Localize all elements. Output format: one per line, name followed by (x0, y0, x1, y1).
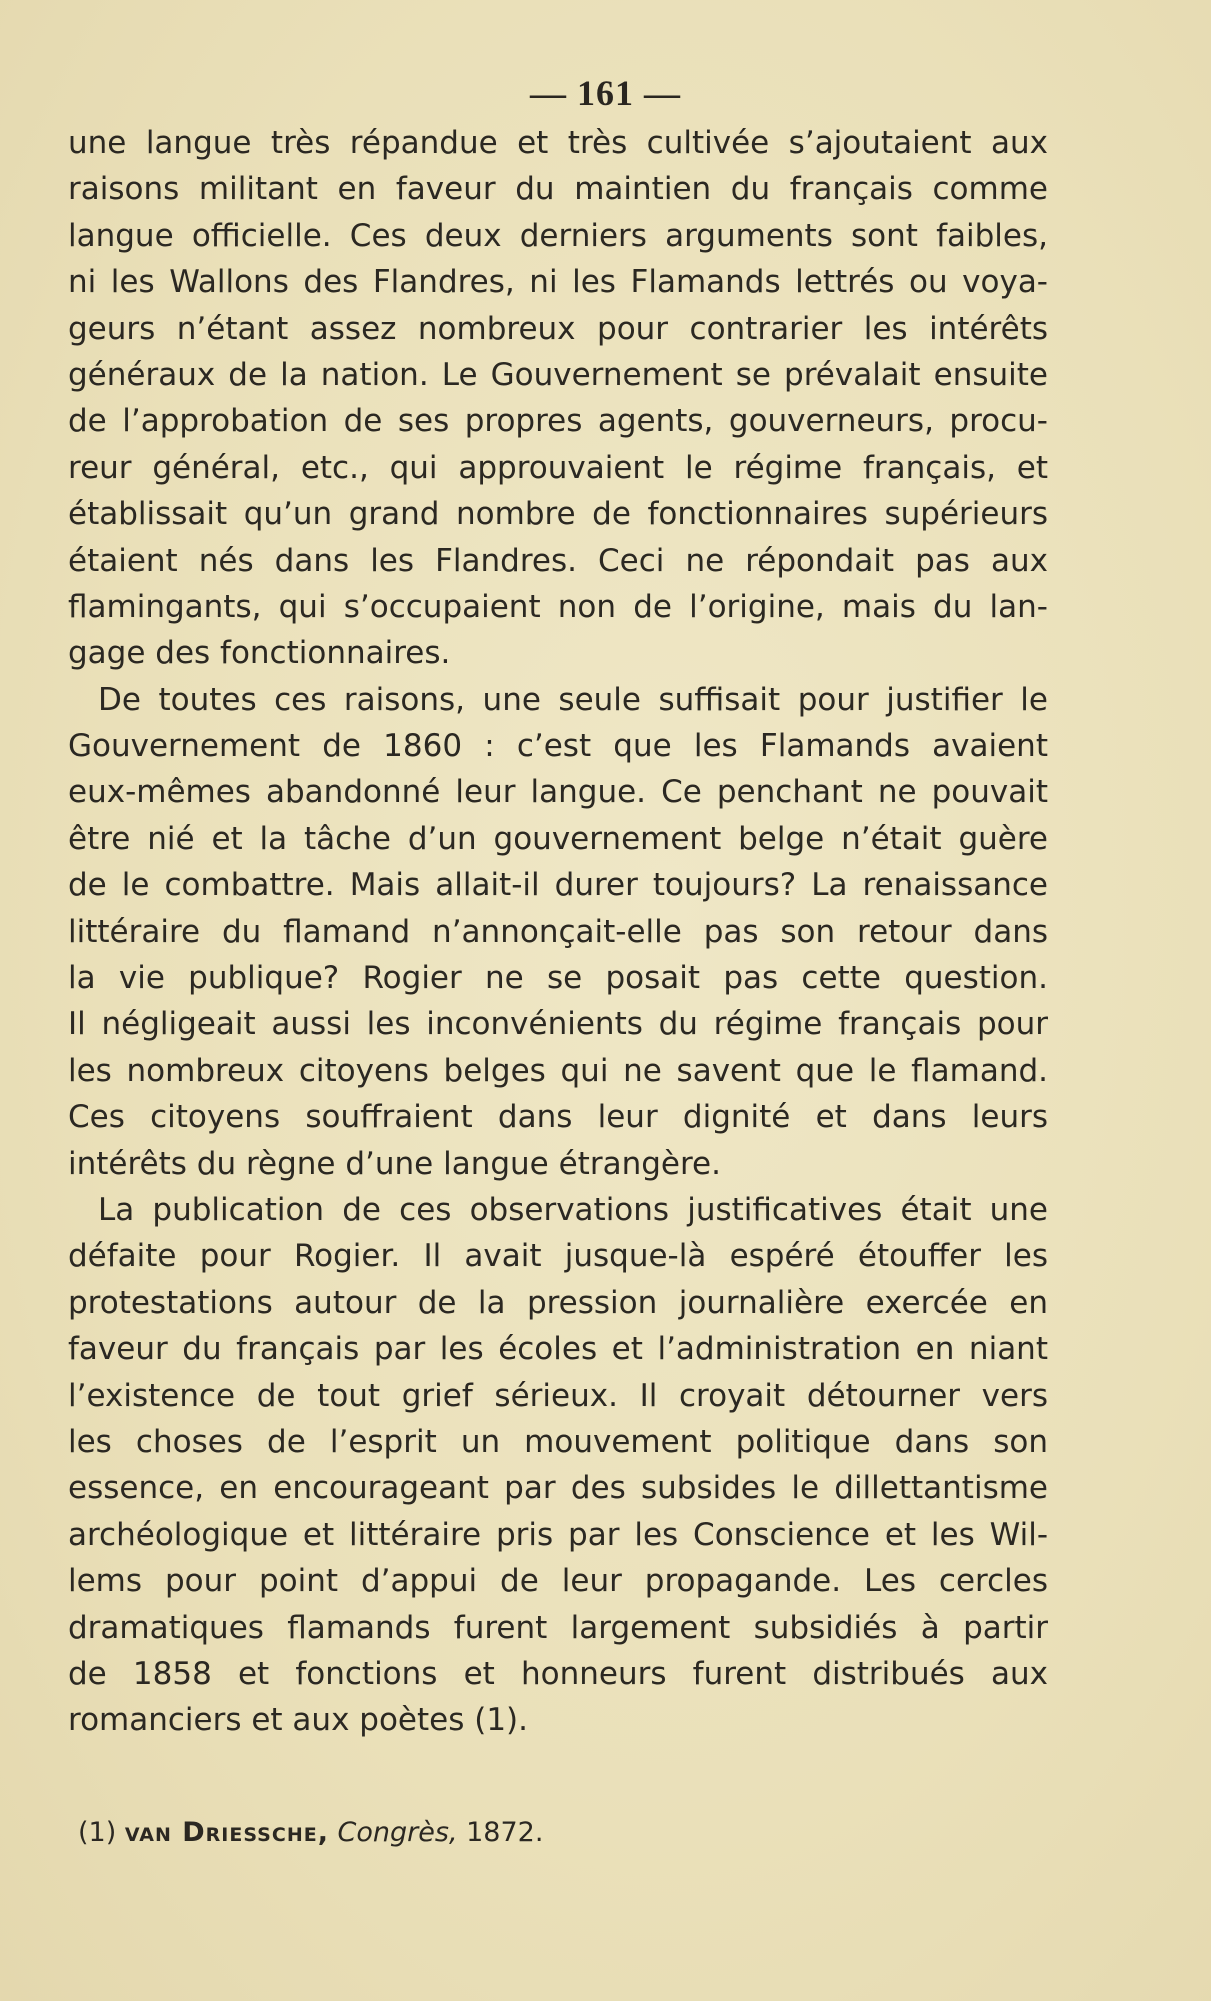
text-line: archéologique et littéraire pris par les Conscience et les Wil- (68, 1516, 1048, 1553)
text-line: De toutes ces raisons, une seule suffisait pour justifier le (98, 681, 1048, 718)
text-line: faveur du français par les écoles et l’administration en niant (68, 1331, 1048, 1368)
text-line: ni les Wallons des Flandres, ni les Flamands lettrés ou voya- (68, 264, 1048, 301)
text-line: flamingants, qui s’occupaient non de l’origine, mais du lan- (68, 588, 1048, 625)
text-line: être nié et la tâche d’un gouvernement belge n’était guère (68, 820, 1048, 857)
text-line: protestations autour de la pression journalière exercée en (68, 1284, 1048, 1321)
text-line: littéraire du flamand n’annonçait-elle pas son retour dans (68, 913, 1048, 950)
text-line: Gouvernement de 1860 : c’est que les Flamands avaient (68, 728, 1048, 765)
footnote-year: 1872. (466, 1817, 544, 1848)
text-line: essence, en encourageant par des subsides le dillettantisme (68, 1470, 1048, 1507)
body-text (68, 120, 1048, 1744)
page-number: — 161 — (530, 73, 681, 113)
footnote (78, 1817, 543, 1848)
text-line: de 1858 et fonctions et honneurs furent distribués aux (68, 1655, 1048, 1692)
text-line: intérêts du règne d’une langue étrangère. (68, 1145, 721, 1182)
text-line: les nombreux citoyens belges qui ne savent que le flamand. (68, 1052, 1048, 1089)
text-line: lems pour point d’appui de leur propagande. Les cercles (68, 1563, 1048, 1600)
text-line: raisons militant en faveur du maintien du français comme (68, 171, 1048, 208)
text-line: une langue très répandue et très cultivée s’ajoutaient aux (68, 125, 1048, 161)
text-line: gage des fonctionnaires. (68, 635, 451, 672)
text-line: l’existence de tout grief sérieux. Il croyait détourner vers (68, 1377, 1048, 1414)
footnote-author: van Driessche, (124, 1817, 329, 1848)
text-line: reur général, etc., qui approuvaient le régime français, et (68, 449, 1048, 486)
text-line: eux-mêmes abandonné leur langue. Ce penchant ne pouvait (68, 774, 1048, 811)
text-line: romanciers et aux poètes (1). (68, 1702, 528, 1739)
text-line: Ces citoyens souffraient dans leur dignité et dans leurs (68, 1099, 1048, 1136)
text-line: La publication de ces observations justificatives était une (98, 1191, 1048, 1228)
text-line: Il négligeait aussi les inconvénients du régime français pour (68, 1006, 1048, 1043)
footnote-work: Congrès, (337, 1817, 458, 1848)
text-line: dramatiques flamands furent largement subsidiés à partir (68, 1609, 1048, 1646)
footnote-marker: (1) (78, 1817, 117, 1848)
text-line: la vie publique? Rogier ne se posait pas cette question. (68, 960, 1048, 997)
text-line: de le combattre. Mais allait-il durer toujours? La renaissance (68, 867, 1048, 904)
text-line: défaite pour Rogier. Il avait jusque-là espéré étouffer les (68, 1238, 1048, 1275)
text-line: de l’approbation de ses propres agents, gouverneurs, procu- (68, 403, 1048, 440)
text-line: les choses de l’esprit un mouvement politique dans son (68, 1423, 1048, 1460)
text-line: langue officielle. Ces deux derniers arguments sont faibles, (68, 217, 1048, 254)
text-line: généraux de la nation. Le Gouvernement se prévalait ensuite (68, 356, 1048, 393)
text-line: établissait qu’un grand nombre de fonctionnaires supérieurs (68, 496, 1048, 533)
text-line: geurs n’étant assez nombreux pour contrarier les intérêts (68, 310, 1048, 347)
text-line: étaient nés dans les Flandres. Ceci ne répondait pas aux (68, 542, 1048, 579)
